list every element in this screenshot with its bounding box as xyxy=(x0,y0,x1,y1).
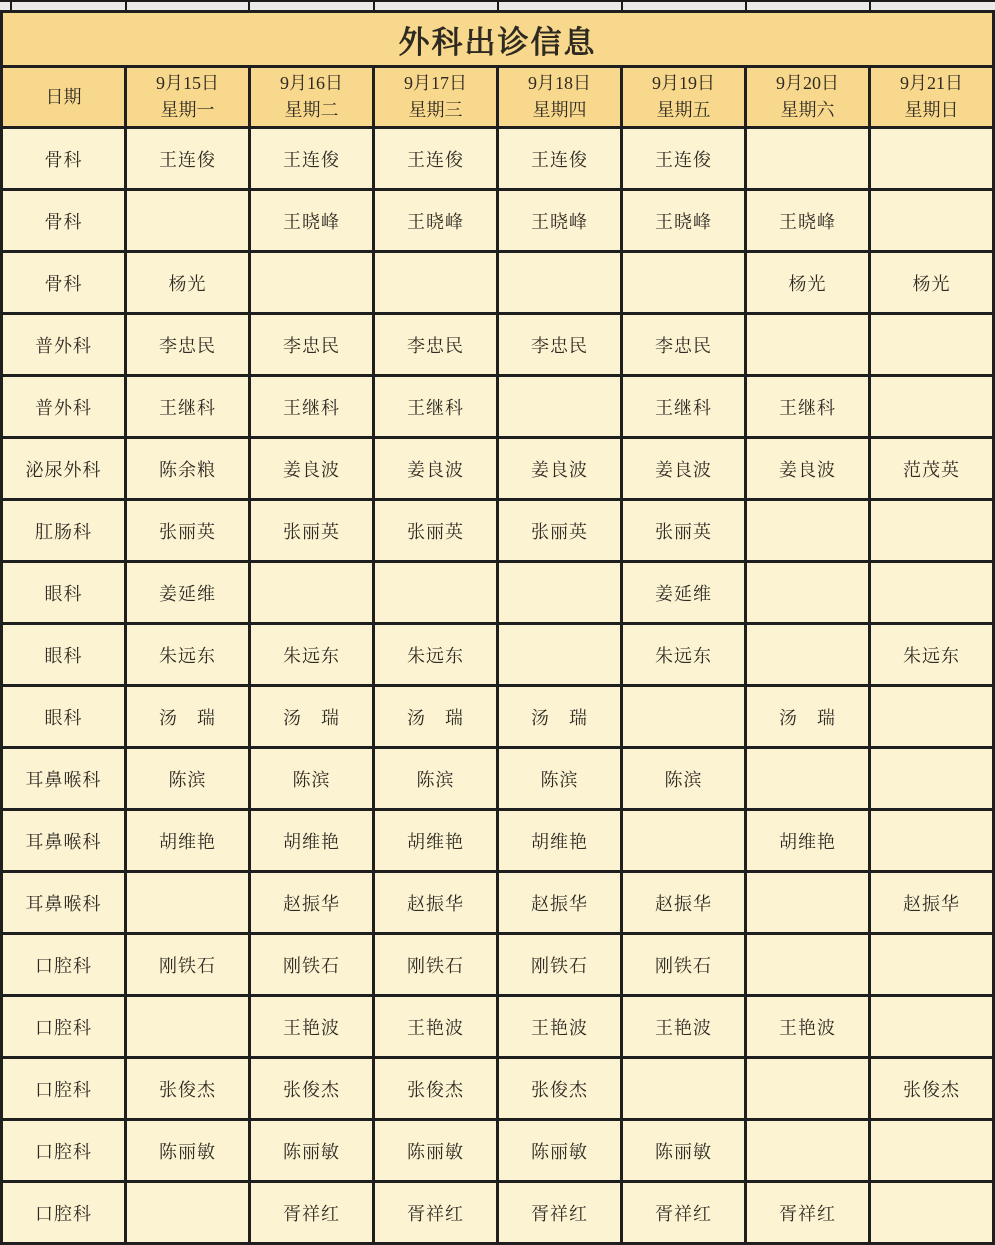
grid-line xyxy=(745,2,747,10)
doctor-cell: 李忠民 xyxy=(374,314,498,376)
grid-line xyxy=(373,2,375,10)
doctor-cell xyxy=(126,1182,250,1244)
doctor-cell: 胥祥红 xyxy=(374,1182,498,1244)
doctor-cell: 胡维艳 xyxy=(126,810,250,872)
header-text: 日期 xyxy=(45,86,82,107)
doctor-cell: 汤 瑞 xyxy=(250,686,374,748)
title-row xyxy=(2,12,994,67)
header-weekday: 星期日 xyxy=(904,100,959,120)
header-weekday: 星期一 xyxy=(160,100,215,120)
doctor-cell: 张丽英 xyxy=(498,500,622,562)
department-cell: 肛肠科 xyxy=(2,500,126,562)
doctor-cell: 王连俊 xyxy=(126,128,250,190)
doctor-cell: 姜良波 xyxy=(622,438,746,500)
header-weekday: 星期二 xyxy=(284,100,339,120)
header-date: 9月19日 xyxy=(652,73,715,93)
doctor-cell xyxy=(870,128,994,190)
doctor-cell xyxy=(870,686,994,748)
table-row xyxy=(2,562,994,624)
department-cell: 口腔科 xyxy=(2,1058,126,1120)
doctor-cell xyxy=(374,562,498,624)
doctor-cell: 陈滨 xyxy=(622,748,746,810)
doctor-cell xyxy=(622,686,746,748)
doctor-cell: 姜良波 xyxy=(250,438,374,500)
doctor-cell: 王连俊 xyxy=(498,128,622,190)
table-row xyxy=(2,810,994,872)
doctor-cell: 王晓峰 xyxy=(622,190,746,252)
doctor-cell: 王艳波 xyxy=(746,996,870,1058)
doctor-cell: 陈丽敏 xyxy=(498,1120,622,1182)
doctor-cell: 胥祥红 xyxy=(250,1182,374,1244)
grid-line xyxy=(248,2,250,10)
table-row xyxy=(2,624,994,686)
doctor-cell: 胥祥红 xyxy=(622,1182,746,1244)
doctor-cell xyxy=(622,1058,746,1120)
doctor-cell xyxy=(250,252,374,314)
outpatient-schedule-table xyxy=(0,10,995,1245)
doctor-cell xyxy=(870,190,994,252)
header-date: 9月17日 xyxy=(404,73,467,93)
table-row xyxy=(2,748,994,810)
doctor-cell xyxy=(746,500,870,562)
doctor-cell: 王晓峰 xyxy=(498,190,622,252)
department-cell: 耳鼻喉科 xyxy=(2,872,126,934)
doctor-cell: 姜延维 xyxy=(622,562,746,624)
doctor-cell: 张丽英 xyxy=(622,500,746,562)
department-cell: 眼科 xyxy=(2,686,126,748)
header-weekday: 星期五 xyxy=(656,100,711,120)
doctor-cell: 陈滨 xyxy=(126,748,250,810)
doctor-cell: 陈丽敏 xyxy=(126,1120,250,1182)
doctor-cell: 王晓峰 xyxy=(746,190,870,252)
doctor-cell: 赵振华 xyxy=(374,872,498,934)
doctor-cell: 张丽英 xyxy=(126,500,250,562)
doctor-cell: 陈滨 xyxy=(250,748,374,810)
department-cell: 口腔科 xyxy=(2,996,126,1058)
doctor-cell: 刚铁石 xyxy=(374,934,498,996)
doctor-cell: 张丽英 xyxy=(374,500,498,562)
doctor-cell xyxy=(498,376,622,438)
doctor-cell xyxy=(374,252,498,314)
header-cell-date-label xyxy=(2,67,126,128)
department-cell: 眼科 xyxy=(2,562,126,624)
doctor-cell: 李忠民 xyxy=(126,314,250,376)
doctor-cell: 王连俊 xyxy=(250,128,374,190)
doctor-cell: 赵振华 xyxy=(870,872,994,934)
doctor-cell xyxy=(746,562,870,624)
table-row xyxy=(2,314,994,376)
department-cell: 泌尿外科 xyxy=(2,438,126,500)
doctor-cell: 王连俊 xyxy=(374,128,498,190)
department-cell: 眼科 xyxy=(2,624,126,686)
doctor-cell xyxy=(870,934,994,996)
table-row xyxy=(2,252,994,314)
department-cell: 普外科 xyxy=(2,376,126,438)
doctor-cell xyxy=(622,252,746,314)
doctor-cell: 朱远东 xyxy=(870,624,994,686)
doctor-cell xyxy=(870,1120,994,1182)
doctor-cell xyxy=(746,872,870,934)
doctor-cell: 张丽英 xyxy=(250,500,374,562)
doctor-cell xyxy=(498,252,622,314)
doctor-cell xyxy=(498,624,622,686)
doctor-cell: 王艳波 xyxy=(498,996,622,1058)
header-date: 9月18日 xyxy=(528,73,591,93)
header-weekday: 星期三 xyxy=(408,100,463,120)
doctor-cell: 李忠民 xyxy=(498,314,622,376)
doctor-cell: 杨光 xyxy=(746,252,870,314)
table-row xyxy=(2,686,994,748)
header-row xyxy=(2,67,994,128)
doctor-cell: 朱远东 xyxy=(622,624,746,686)
department-cell: 骨科 xyxy=(2,128,126,190)
doctor-cell: 赵振华 xyxy=(622,872,746,934)
doctor-cell: 汤 瑞 xyxy=(746,686,870,748)
doctor-cell: 胡维艳 xyxy=(374,810,498,872)
table-row xyxy=(2,1182,994,1244)
doctor-cell: 张俊杰 xyxy=(498,1058,622,1120)
doctor-cell: 刚铁石 xyxy=(622,934,746,996)
page-title: 外科出诊信息 xyxy=(2,12,994,67)
doctor-cell xyxy=(746,624,870,686)
doctor-cell: 王艳波 xyxy=(622,996,746,1058)
header-date: 9月15日 xyxy=(156,73,219,93)
header-cell-sat xyxy=(746,67,870,128)
doctor-cell: 汤 瑞 xyxy=(498,686,622,748)
doctor-cell: 李忠民 xyxy=(622,314,746,376)
grid-line xyxy=(869,2,871,10)
doctor-cell: 胡维艳 xyxy=(498,810,622,872)
doctor-cell: 王继科 xyxy=(250,376,374,438)
doctor-cell: 张俊杰 xyxy=(870,1058,994,1120)
doctor-cell: 胡维艳 xyxy=(250,810,374,872)
department-cell: 口腔科 xyxy=(2,934,126,996)
header-cell-mon xyxy=(126,67,250,128)
doctor-cell: 陈丽敏 xyxy=(622,1120,746,1182)
department-cell: 骨科 xyxy=(2,190,126,252)
doctor-cell: 王艳波 xyxy=(250,996,374,1058)
doctor-cell xyxy=(126,190,250,252)
doctor-cell: 刚铁石 xyxy=(126,934,250,996)
header-date: 9月16日 xyxy=(280,73,343,93)
doctor-cell xyxy=(870,562,994,624)
doctor-cell: 王连俊 xyxy=(622,128,746,190)
doctor-cell xyxy=(498,562,622,624)
doctor-cell xyxy=(622,810,746,872)
table-row xyxy=(2,128,994,190)
doctor-cell: 胥祥红 xyxy=(498,1182,622,1244)
doctor-cell xyxy=(870,1182,994,1244)
doctor-cell xyxy=(870,376,994,438)
doctor-cell: 刚铁石 xyxy=(250,934,374,996)
doctor-cell: 陈丽敏 xyxy=(374,1120,498,1182)
doctor-cell: 姜良波 xyxy=(746,438,870,500)
table-row xyxy=(2,190,994,252)
doctor-cell: 朱远东 xyxy=(250,624,374,686)
doctor-cell xyxy=(870,996,994,1058)
doctor-cell: 姜良波 xyxy=(374,438,498,500)
table-row xyxy=(2,934,994,996)
doctor-cell: 张俊杰 xyxy=(374,1058,498,1120)
doctor-cell: 姜延维 xyxy=(126,562,250,624)
department-cell: 骨科 xyxy=(2,252,126,314)
grid-line xyxy=(497,2,499,10)
doctor-cell: 杨光 xyxy=(126,252,250,314)
table-row xyxy=(2,500,994,562)
doctor-cell xyxy=(746,1120,870,1182)
doctor-cell: 李忠民 xyxy=(250,314,374,376)
header-cell-wed xyxy=(374,67,498,128)
doctor-cell: 王继科 xyxy=(126,376,250,438)
doctor-cell: 陈余粮 xyxy=(126,438,250,500)
doctor-cell: 赵振华 xyxy=(498,872,622,934)
doctor-cell xyxy=(250,562,374,624)
header-date: 9月20日 xyxy=(776,73,839,93)
doctor-cell: 张俊杰 xyxy=(250,1058,374,1120)
doctor-cell: 朱远东 xyxy=(126,624,250,686)
table-row xyxy=(2,1120,994,1182)
grid-line xyxy=(125,2,127,10)
department-cell: 耳鼻喉科 xyxy=(2,810,126,872)
doctor-cell: 杨光 xyxy=(870,252,994,314)
doctor-cell: 赵振华 xyxy=(250,872,374,934)
doctor-cell: 张俊杰 xyxy=(126,1058,250,1120)
doctor-cell xyxy=(870,314,994,376)
doctor-cell: 朱远东 xyxy=(374,624,498,686)
doctor-cell xyxy=(126,996,250,1058)
table-row xyxy=(2,376,994,438)
doctor-cell xyxy=(746,934,870,996)
doctor-cell: 范茂英 xyxy=(870,438,994,500)
doctor-cell: 汤 瑞 xyxy=(126,686,250,748)
table-row xyxy=(2,438,994,500)
doctor-cell: 汤 瑞 xyxy=(374,686,498,748)
doctor-cell: 王继科 xyxy=(622,376,746,438)
doctor-cell: 胥祥红 xyxy=(746,1182,870,1244)
doctor-cell xyxy=(870,748,994,810)
doctor-cell: 陈丽敏 xyxy=(250,1120,374,1182)
doctor-cell: 王继科 xyxy=(746,376,870,438)
header-cell-thu xyxy=(498,67,622,128)
doctor-cell: 王继科 xyxy=(374,376,498,438)
grid-line xyxy=(10,2,12,10)
table-row xyxy=(2,1058,994,1120)
table-row xyxy=(2,996,994,1058)
header-weekday: 星期六 xyxy=(780,100,835,120)
department-cell: 普外科 xyxy=(2,314,126,376)
doctor-cell: 陈滨 xyxy=(374,748,498,810)
department-cell: 口腔科 xyxy=(2,1182,126,1244)
doctor-cell: 刚铁石 xyxy=(498,934,622,996)
doctor-cell xyxy=(870,810,994,872)
doctor-cell: 王晓峰 xyxy=(250,190,374,252)
department-cell: 耳鼻喉科 xyxy=(2,748,126,810)
department-cell: 口腔科 xyxy=(2,1120,126,1182)
doctor-cell xyxy=(746,748,870,810)
schedule-body xyxy=(2,128,994,1244)
header-cell-tue xyxy=(250,67,374,128)
doctor-cell xyxy=(746,314,870,376)
table-row xyxy=(2,872,994,934)
doctor-cell: 陈滨 xyxy=(498,748,622,810)
doctor-cell xyxy=(126,872,250,934)
doctor-cell xyxy=(746,1058,870,1120)
doctor-cell: 王晓峰 xyxy=(374,190,498,252)
doctor-cell: 胡维艳 xyxy=(746,810,870,872)
header-cell-fri xyxy=(622,67,746,128)
doctor-cell xyxy=(870,500,994,562)
doctor-cell: 王艳波 xyxy=(374,996,498,1058)
header-date: 9月21日 xyxy=(900,73,963,93)
header-cell-sun xyxy=(870,67,994,128)
header-weekday: 星期四 xyxy=(532,100,587,120)
grid-line xyxy=(621,2,623,10)
doctor-cell xyxy=(746,128,870,190)
doctor-cell: 姜良波 xyxy=(498,438,622,500)
cropped-row-remnant xyxy=(0,0,995,10)
